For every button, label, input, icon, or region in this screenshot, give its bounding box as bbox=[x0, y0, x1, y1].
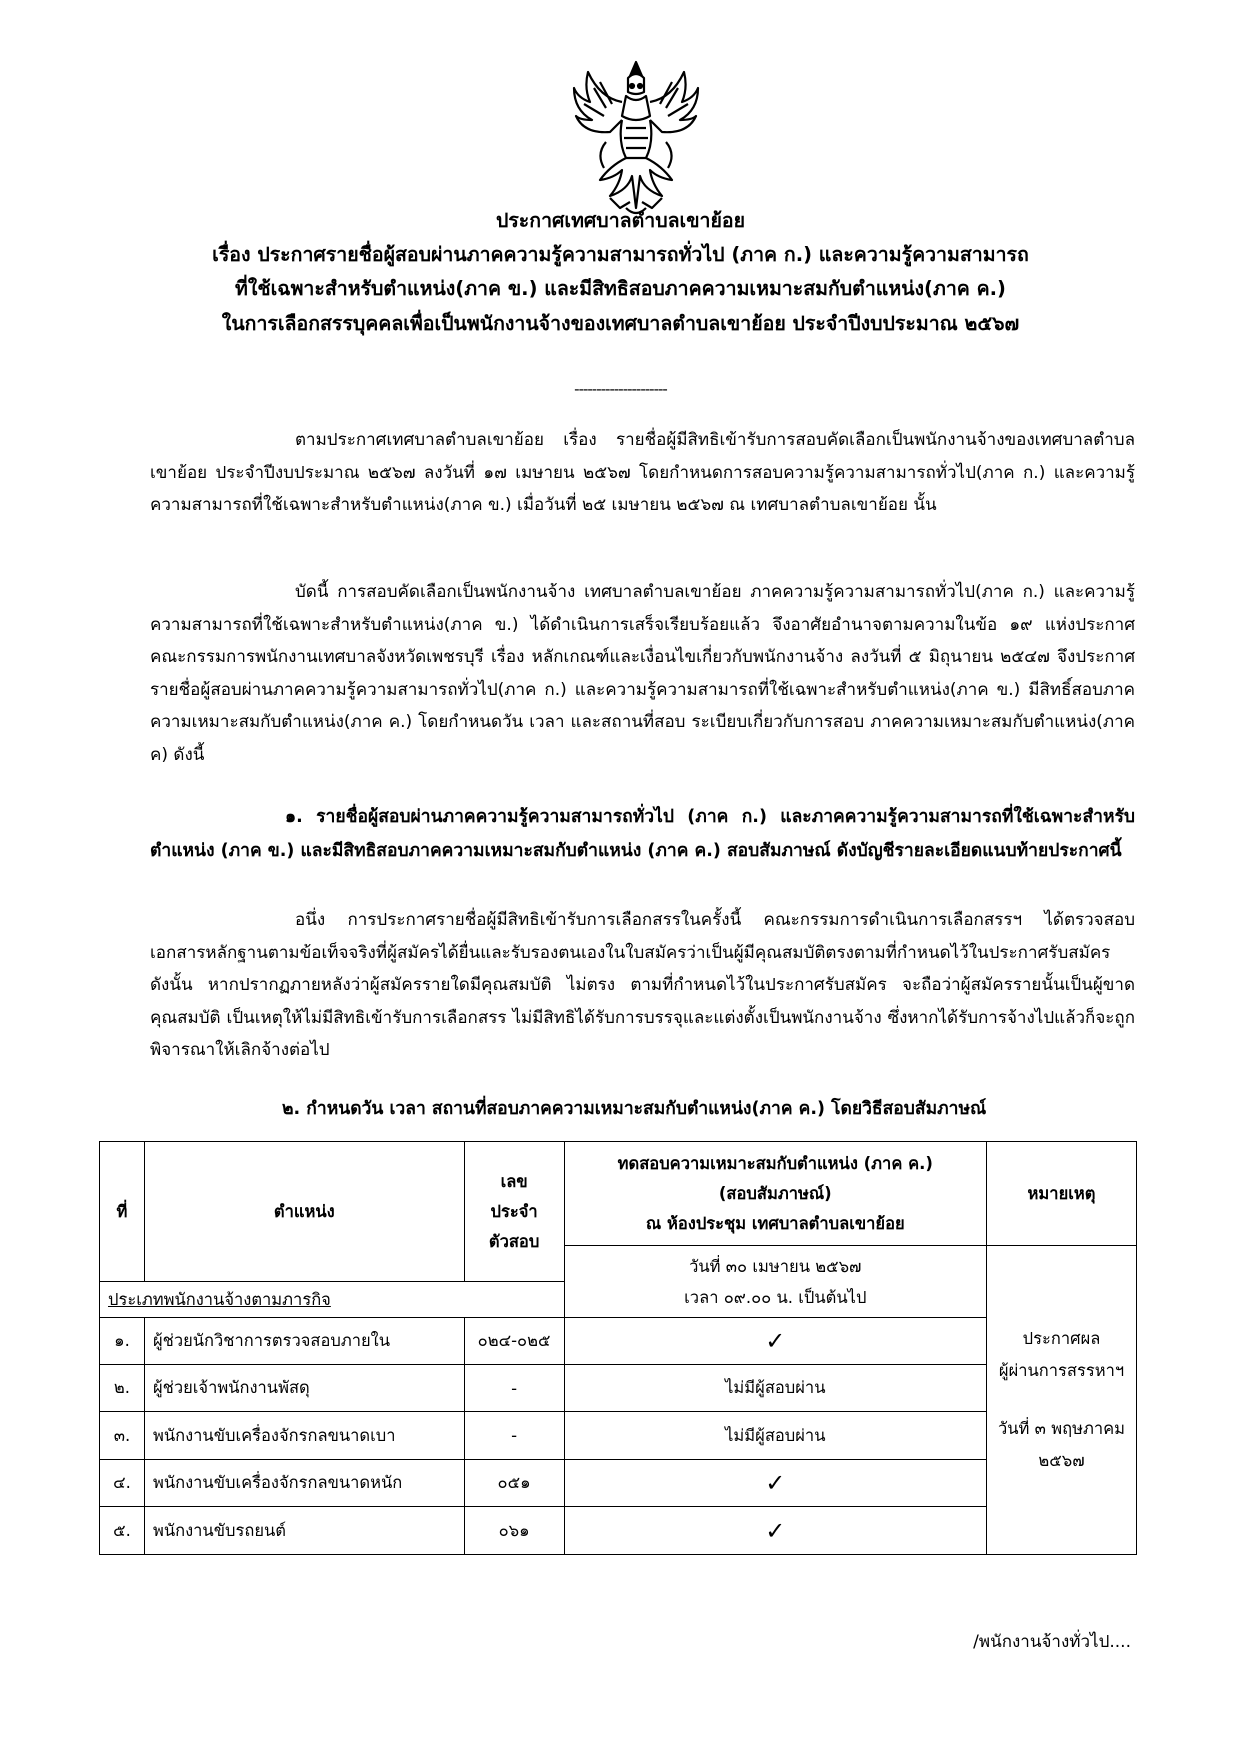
remark-line-4: ๒๕๖๗ bbox=[1038, 1451, 1085, 1470]
row-exam-id: - bbox=[464, 1412, 564, 1460]
header-exam-id-line-1: เลข bbox=[500, 1171, 528, 1191]
table-row bbox=[100, 1507, 1137, 1555]
exam-schedule-table bbox=[99, 1141, 1137, 1555]
row-exam-id: - bbox=[464, 1365, 564, 1412]
remark-line-1: ประกาศผล bbox=[1022, 1329, 1101, 1348]
row-position: พนักงานขับรถยนต์ bbox=[144, 1507, 464, 1555]
header-test-line-1: ทดสอบความเหมาะสมกับตำแหน่ง (ภาค ค.) bbox=[617, 1153, 933, 1173]
paragraph-2-text: บัดนี้ การสอบคัดเลือกเป็นพนักงานจ้าง เทศบาลตำบลเขาย้อย ภาคความรู้ความสามารถทั่วไป(ภาค ก.) และความรู้ความสามารถที่ใช้เฉพาะสำหรับตำแหน่ง(ภาค ข.) ได้ดำเนินการเสร็จเรียบร้อยแล้ว จึงอาศัยอำนาจตามความในข้อ ๑๙ แห่งประกาศคณะกรรมการพนักงานเทศบาลจังหวัดเพชรบุรี เรื่อง หลักเกณฑ์และเงื่อนไขเกี่ยวกับพนักงานจ้าง ลงวันที่ ๕ มิถุนายน ๒๕๔๗ จึงประกาศรายชื่อผู้สอบผ่านภาคความรู้ความสามารถทั่วไป(ภาค ก.) และความรู้ความสามารถที่ใช้เฉพาะสำหรับตำแหน่ง(ภาค ข.) มีสิทธิ์สอบภาคความเหมาะสมกับตำแหน่ง(ภาค ค.) โดยกำหนดวัน เวลา และสถานที่สอบ ระเบียบเกี่ยวกับการสอบ ภาคความเหมาะสมกับตำแหน่ง(ภาค ค) ดังนี้ bbox=[150, 582, 1135, 765]
remark-cell bbox=[987, 1246, 1137, 1555]
paragraph-1-text: ตามประกาศเทศบาลตำบลเขาย้อย เรื่อง รายชื่อผู้มีสิทธิเข้ารับการสอบคัดเลือกเป็นพนักงานจ้างของเทศบาลตำบลเขาย้อย ประจำปีงบประมาณ ๒๕๖๗ ลงวันที่ ๑๗ เมษายน ๒๕๖๗ โดยกำหนดการสอบความรู้ความสามารถทั่วไป(ภาค ก.) และความรู้ความสามารถที่ใช้เฉพาะสำหรับตำแหน่ง(ภาค ข.) เมื่อวันที่ ๒๕ เมษายน ๒๕๖๗ ณ เทศบาลตำบลเขาย้อย นั้น bbox=[150, 430, 1135, 515]
row-no: ๓. bbox=[100, 1412, 145, 1460]
header-exam-id-line-2: ประจำ bbox=[490, 1201, 538, 1221]
continued-footer: /พนักงานจ้างทั่วไป.... bbox=[973, 1632, 1131, 1652]
row-exam-id: ๐๖๑ bbox=[464, 1507, 564, 1555]
header-remark: หมายเหตุ bbox=[987, 1142, 1137, 1246]
subject-line-3: ในการเลือกสรรบุคคลเพื่อเป็นพนักงานจ้างของเทศบาลตำบลเขาย้อย ประจำปีงบประมาณ ๒๕๖๗ bbox=[221, 312, 1020, 335]
header-test-line-2: (สอบสัมภาษณ์) bbox=[718, 1183, 832, 1203]
section-2-heading: ๒. กำหนดวัน เวลา สถานที่สอบภาคความเหมาะสมกับตำแหน่ง(ภาค ค.) โดยวิธีสอบสัมภาษณ์ bbox=[282, 1099, 987, 1119]
header-no: ที่ bbox=[100, 1142, 145, 1282]
subject-line-2: ที่ใช้เฉพาะสำหรับตำแหน่ง(ภาค ข.) และมีสิทธิสอบภาคความเหมาะสมกับตำแหน่ง(ภาค ค.) bbox=[235, 277, 1006, 300]
header-position: ตำแหน่ง bbox=[144, 1142, 464, 1282]
row-position: พนักงานขับเครื่องจักรกลขนาดเบา bbox=[144, 1412, 464, 1460]
header-exam-id-line-3: ตัวสอบ bbox=[488, 1231, 540, 1251]
row-result: ✓ bbox=[564, 1507, 986, 1555]
header-test-line-3: ณ ห้องประชุม เทศบาลตำบลเขาย้อย bbox=[645, 1213, 905, 1233]
document-title: ประกาศเทศบาลตำบลเขาย้อย bbox=[495, 209, 746, 232]
row-exam-id: ๐๒๔-๐๒๕ bbox=[464, 1318, 564, 1365]
paragraph-3 bbox=[150, 904, 1135, 1067]
subject-line-1: เรื่อง ประกาศรายชื่อผู้สอบผ่านภาคความรู้ความสามารถทั่วไป (ภาค ก.) และความรู้ความสามารถ bbox=[212, 243, 1029, 266]
paragraph-1 bbox=[150, 424, 1135, 522]
header-suitability-test bbox=[564, 1142, 986, 1246]
row-no: ๕. bbox=[100, 1507, 145, 1555]
category-label: ประเภทพนักงานจ้างตามภารกิจ bbox=[100, 1282, 565, 1318]
header-exam-id bbox=[464, 1142, 564, 1282]
section-1 bbox=[150, 800, 1135, 868]
row-result: ไม่มีผู้สอบผ่าน bbox=[564, 1412, 986, 1460]
table-header-row bbox=[100, 1142, 1137, 1246]
row-result: ไม่มีผู้สอบผ่าน bbox=[564, 1365, 986, 1412]
section-1-text: ๑. รายชื่อผู้สอบผ่านภาคความรู้ความสามารถทั่วไป (ภาค ก.) และภาคความรู้ความสามารถที่ใช้เฉพาะสำหรับตำแหน่ง (ภาค ข.) และมีสิทธิสอบภาคความเหมาะสมกับตำแหน่ง (ภาค ค.) สอบสัมภาษณ์ ดังบัญชีรายละเอียดแนบท้ายประกาศนี้ bbox=[150, 807, 1135, 861]
paragraph-3-text: อนึ่ง การประกาศรายชื่อผู้มีสิทธิเข้ารับการเลือกสรรในครั้งนี้ คณะกรรมการดำเนินการเลือกสรรฯ ได้ตรวจสอบเอกสารหลักฐานตามข้อเท็จจริงที่ผู้สมัครได้ยื่นและรับรองตนเองในใบสมัครว่าเป็นผู้มีคุณสมบัติตรงตามที่กำหนดไว้ในประกาศรับสมัคร ดังนั้น หากปรากฏภายหลังว่าผู้สมัครรายใดมีคุณสมบัติ ไม่ตรง ตามที่กำหนดไว้ในประกาศรับสมัคร จะถือว่าผู้สมัครรายนั้นเป็นผู้ขาดคุณสมบัติ เป็นเหตุให้ไม่มีสิทธิเข้ารับการเลือกสรร ไม่มีสิทธิได้รับการบรรจุและแต่งตั้งเป็นพนักงานจ้าง ซึ่งหากได้รับการจ้างไปแล้วก็จะถูกพิจารณาให้เลิกจ้างต่อไป bbox=[150, 910, 1135, 1060]
exam-date: วันที่ ๓๐ เมษายน ๒๕๖๗ bbox=[689, 1256, 862, 1276]
table-row bbox=[100, 1318, 1137, 1365]
row-no: ๑. bbox=[100, 1318, 145, 1365]
row-result: ✓ bbox=[564, 1460, 986, 1507]
paragraph-2 bbox=[150, 576, 1135, 771]
row-position: ผู้ช่วยเจ้าพนักงานพัสดุ bbox=[144, 1365, 464, 1412]
row-position: ผู้ช่วยนักวิชาการตรวจสอบภายใน bbox=[144, 1318, 464, 1365]
exam-time: เวลา ๐๙.๐๐ น. เป็นต้นไป bbox=[684, 1287, 867, 1307]
remark-line-2: ผู้ผ่านการสรรหาฯ bbox=[998, 1361, 1125, 1380]
row-no: ๔. bbox=[100, 1460, 145, 1507]
remark-line-3: วันที่ ๓ พฤษภาคม bbox=[998, 1419, 1126, 1438]
row-position: พนักงานขับเครื่องจักรกลขนาดหนัก bbox=[144, 1460, 464, 1507]
row-no: ๒. bbox=[100, 1365, 145, 1412]
row-result: ✓ bbox=[564, 1318, 986, 1365]
separator-line: --------------------- bbox=[574, 380, 667, 398]
row-exam-id: ๐๕๑ bbox=[464, 1460, 564, 1507]
garuda-emblem-icon bbox=[570, 58, 702, 223]
exam-date-cell bbox=[564, 1246, 986, 1318]
table-row bbox=[100, 1412, 1137, 1460]
table-row bbox=[100, 1460, 1137, 1507]
table-row bbox=[100, 1365, 1137, 1412]
